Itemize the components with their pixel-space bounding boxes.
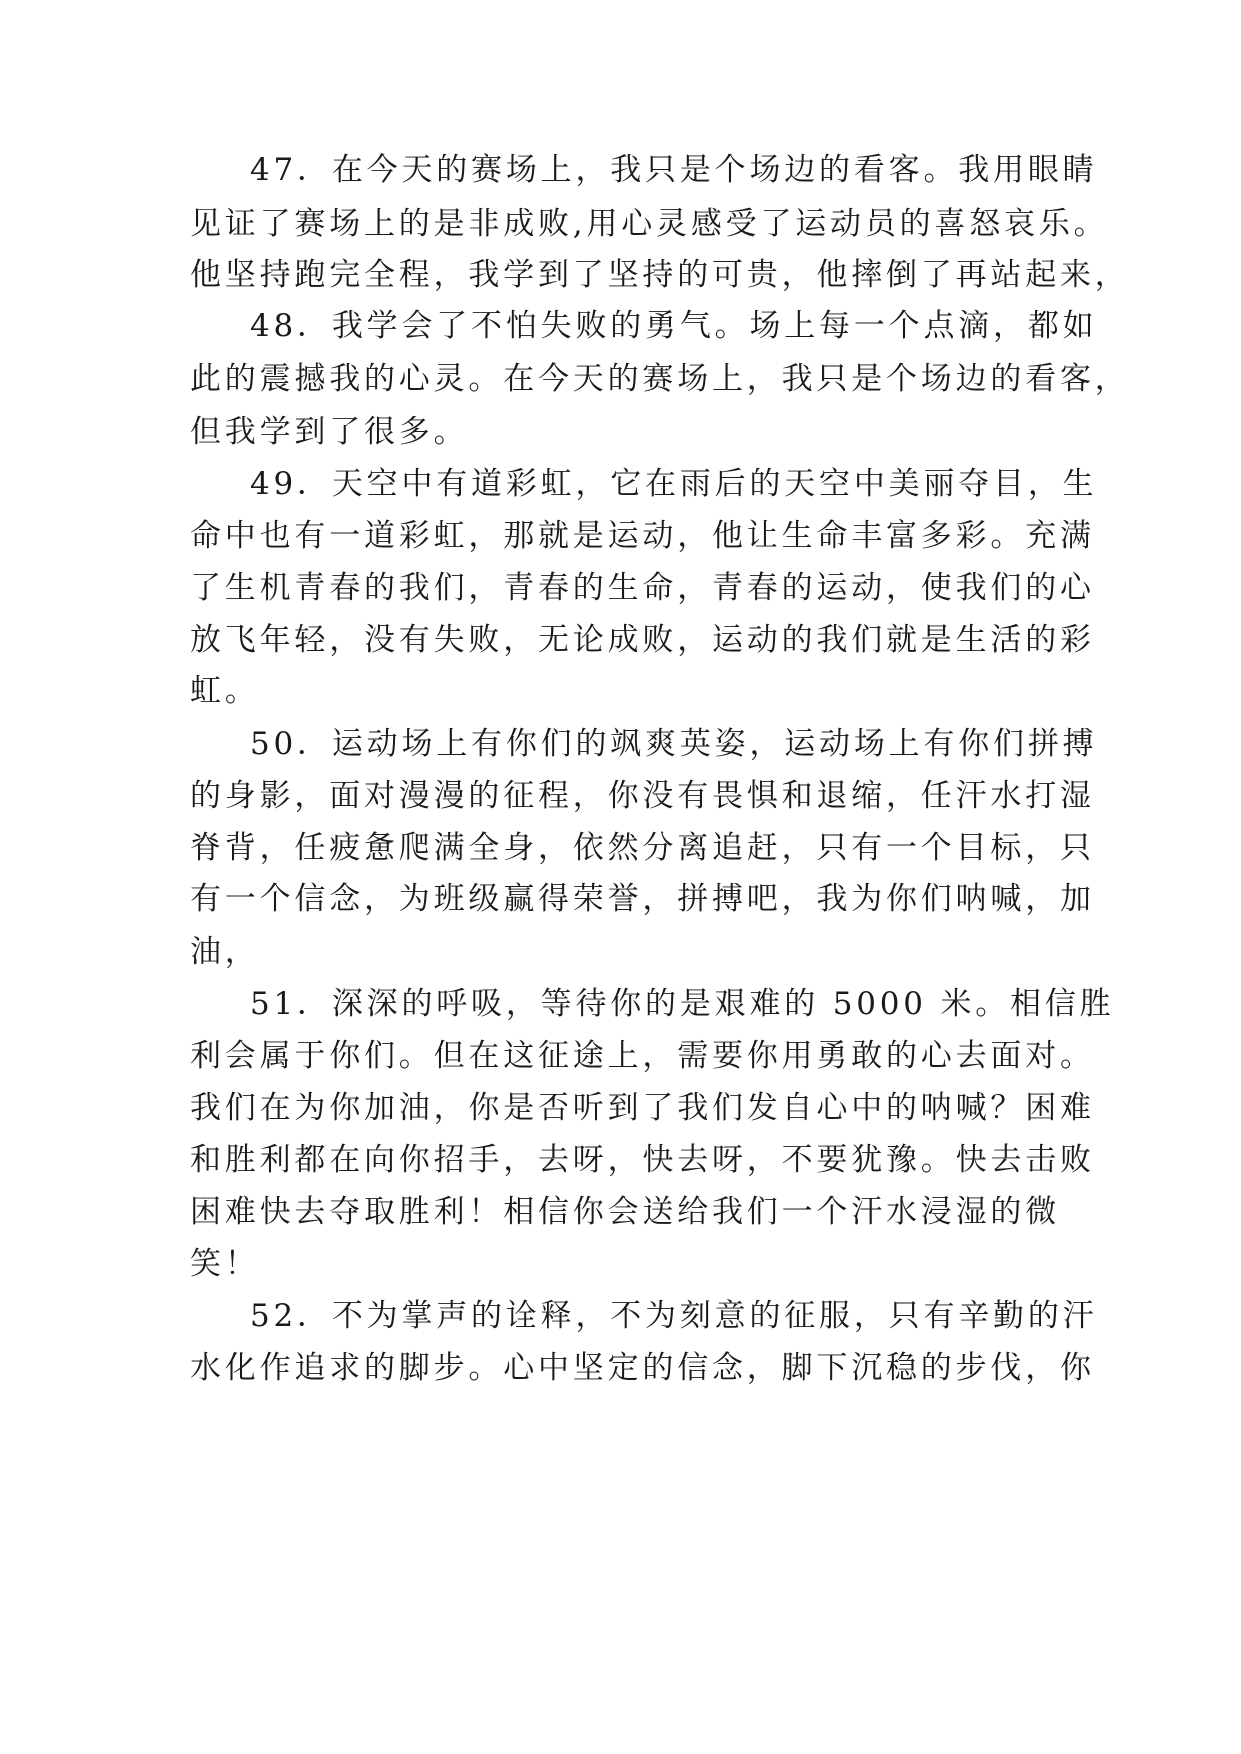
paragraph-52-line-2: 水化作追求的脚步。心中坚定的信念，脚下沉稳的步伐，你 xyxy=(190,1350,1095,1386)
paragraph-49-line-5: 虹。 xyxy=(190,673,260,709)
paragraph-51-line-1: 51．深深的呼吸，等待你的是艰难的 5000 米。相信胜 xyxy=(250,986,1115,1022)
paragraph-47-line-2: 见证了赛场上的是非成败,用心灵感受了运动员的喜怒哀乐。 xyxy=(190,206,1109,242)
paragraph-51-line-4: 和胜利都在向你招手，去呀，快去呀，不要犹豫。快去击败 xyxy=(190,1142,1095,1178)
paragraph-48-line-1: 48．我学会了不怕失败的勇气。场上每一个点滴，都如 xyxy=(250,308,1098,344)
paragraph-51-line-2: 利会属于你们。但在这征途上，需要你用勇敢的心去面对。 xyxy=(190,1038,1095,1074)
paragraph-49-line-3: 了生机青春的我们，青春的生命，青春的运动，使我们的心 xyxy=(190,570,1095,606)
paragraph-51-line-5: 困难快去夺取胜利！相信你会送给我们一个汗水浸湿的微 xyxy=(190,1194,1060,1230)
paragraph-47-line-1: 47．在今天的赛场上，我只是个场边的看客。我用眼睛 xyxy=(250,152,1098,188)
paragraph-50-line-3: 脊背，任疲惫爬满全身，依然分离追赶，只有一个目标，只 xyxy=(190,830,1095,866)
paragraph-50-line-5: 油， xyxy=(190,934,260,970)
paragraph-48-line-3: 但我学到了很多。 xyxy=(190,414,469,450)
paragraph-50-line-2: 的身影，面对漫漫的征程，你没有畏惧和退缩，任汗水打湿 xyxy=(190,778,1095,814)
paragraph-48-line-2: 此的震撼我的心灵。在今天的赛场上，我只是个场边的看客， xyxy=(190,361,1130,397)
paragraph-50-line-1: 50．运动场上有你们的飒爽英姿，运动场上有你们拼搏 xyxy=(250,726,1098,762)
paragraph-49-line-4: 放飞年轻，没有失败，无论成败，运动的我们就是生活的彩 xyxy=(190,622,1095,658)
paragraph-50-line-4: 有一个信念，为班级赢得荣誉，拼搏吧，我为你们呐喊，加 xyxy=(190,881,1095,917)
paragraph-49-line-1: 49．天空中有道彩虹，它在雨后的天空中美丽夺目，生 xyxy=(250,466,1098,502)
paragraph-51-line-3: 我们在为你加油，你是否听到了我们发自心中的呐喊？困难 xyxy=(190,1090,1095,1126)
paragraph-47-line-3: 他坚持跑完全程，我学到了坚持的可贵，他摔倒了再站起来， xyxy=(190,257,1130,293)
paragraph-52-line-1: 52．不为掌声的诠释，不为刻意的征服，只有辛勤的汗 xyxy=(250,1298,1098,1334)
paragraph-49-line-2: 命中也有一道彩虹，那就是运动，他让生命丰富多彩。充满 xyxy=(190,518,1095,554)
paragraph-51-line-6: 笑！ xyxy=(190,1246,260,1282)
